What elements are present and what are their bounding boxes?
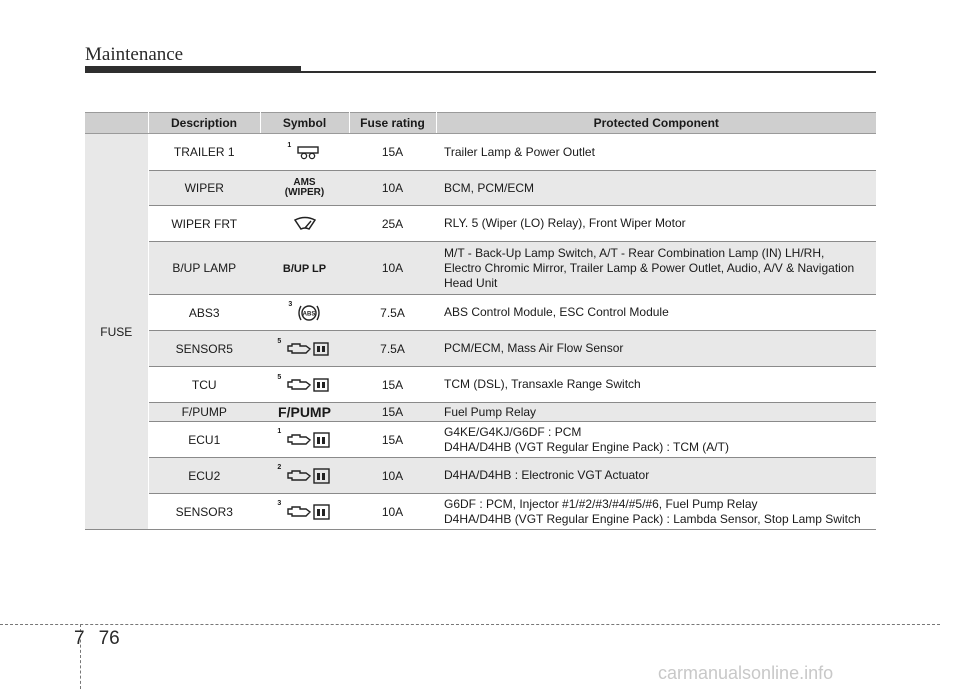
component-line: ABS Control Module, ESC Control Module (444, 305, 669, 319)
component-line: BCM, PCM/ECM (444, 180, 534, 195)
table-row (85, 242, 876, 295)
header-bar (85, 66, 301, 73)
description-cell: WIPER FRT (148, 206, 260, 242)
header-symbol: Symbol (260, 113, 349, 134)
component-cell (436, 242, 876, 295)
trailer-icon (296, 144, 322, 160)
component-cell (436, 458, 876, 494)
footer-dashed-rule (0, 624, 940, 625)
backup-lamp-text: B/UP LP (282, 263, 327, 275)
symbol-cell (260, 206, 349, 242)
abs-icon (297, 303, 321, 323)
page-number-value: 76 (98, 628, 120, 649)
table-row (85, 295, 876, 331)
header-fuse-rating: Fuse rating (349, 113, 436, 134)
rating-cell: 10A (349, 171, 436, 206)
symbol-superscript: 2 (277, 463, 282, 471)
rating-cell: 25A (349, 206, 436, 242)
component-line: Fuel Pump Relay (444, 404, 537, 419)
rating-cell: 10A (349, 458, 436, 494)
symbol-cell (260, 171, 349, 206)
symbol-superscript: 5 (277, 373, 282, 381)
symbol-cell (260, 422, 349, 458)
symbol-line: AMS (293, 177, 316, 188)
description-cell: SENSOR3 (148, 494, 260, 530)
component-line: TCM (DSL), Transaxle Range Switch (444, 377, 641, 391)
component-line: D4HA/D4HB (VGT Regular Engine Pack) : Lambda Sensor, Stop Lamp Switch (444, 511, 861, 526)
table-row (85, 367, 876, 403)
category-cell: FUSE (85, 134, 148, 530)
component-cell (436, 403, 876, 422)
table-row (85, 171, 876, 206)
component-cell (436, 367, 876, 403)
symbol-cell (260, 242, 349, 295)
header-rule (301, 71, 876, 73)
rating-cell: 15A (349, 422, 436, 458)
ams-wiper-text (285, 178, 324, 198)
page-number (74, 628, 120, 650)
description-cell: TRAILER 1 (148, 134, 260, 171)
rating-cell: 15A (349, 403, 436, 422)
symbol-cell (260, 295, 349, 331)
symbol-superscript: 1 (287, 142, 292, 149)
component-cell (436, 331, 876, 367)
component-cell (436, 206, 876, 242)
component-line: M/T - Back-Up Lamp Switch, A/T - Rear Combination Lamp (IN) LH/RH, (444, 245, 825, 260)
table-row (85, 494, 876, 530)
symbol-superscript: 3 (288, 300, 293, 308)
engine-sensor-icon (286, 340, 332, 358)
component-cell (436, 422, 876, 458)
header-blank (85, 113, 148, 134)
chapter-number: 7 (74, 628, 85, 649)
rating-cell: 7.5A (349, 295, 436, 331)
rating-cell: 15A (349, 134, 436, 171)
section-title: Maintenance (85, 44, 184, 65)
front-wiper-icon (292, 216, 318, 232)
symbol-superscript: 3 (277, 499, 282, 507)
component-line: D4HA/D4HB : Electronic VGT Actuator (444, 468, 650, 482)
component-line: PCM/ECM, Mass Air Flow Sensor (444, 341, 624, 355)
table-row (85, 422, 876, 458)
component-line: Head Unit (444, 275, 498, 290)
fuel-pump-text: F/PUMP (278, 404, 331, 420)
table-row (85, 403, 876, 422)
rating-cell: 15A (349, 367, 436, 403)
description-cell: ABS3 (148, 295, 260, 331)
component-line: Trailer Lamp & Power Outlet (444, 144, 595, 159)
symbol-cell (260, 134, 349, 171)
table-row (85, 458, 876, 494)
engine-ecu-icon (286, 466, 332, 486)
symbol-line: (WIPER) (284, 187, 325, 198)
abs-label: ABS (302, 311, 315, 317)
description-cell: B/UP LAMP (148, 242, 260, 295)
description-cell: TCU (148, 367, 260, 403)
header-protected-component: Protected Component (436, 113, 876, 134)
symbol-superscript: 5 (277, 337, 282, 345)
engine-ecu-icon (286, 430, 332, 450)
rating-cell: 10A (349, 494, 436, 530)
symbol-cell (260, 331, 349, 367)
fuse-table (85, 112, 876, 530)
rating-cell: 10A (349, 242, 436, 295)
symbol-cell (260, 494, 349, 530)
table-header-row (85, 113, 876, 134)
component-cell (436, 134, 876, 171)
description-cell: WIPER (148, 171, 260, 206)
engine-ecu-icon (286, 502, 332, 522)
symbol-cell (260, 367, 349, 403)
table-row (85, 134, 876, 171)
header-description: Description (148, 113, 260, 134)
symbol-cell (260, 458, 349, 494)
component-line: Electro Chromic Mirror, Trailer Lamp & Power Outlet, Audio, A/V & Navigation (444, 260, 855, 275)
symbol-superscript: 1 (277, 427, 282, 435)
table-row (85, 206, 876, 242)
watermark: carmanualsonline.info (658, 663, 834, 683)
component-cell (436, 295, 876, 331)
rating-cell: 7.5A (349, 331, 436, 367)
component-line: G6DF : PCM, Injector #1/#2/#3/#4/#5/#6, Fuel Pump Relay (444, 496, 758, 511)
component-cell (436, 494, 876, 530)
description-cell: F/PUMP (148, 403, 260, 422)
description-cell: ECU2 (148, 458, 260, 494)
description-cell: SENSOR5 (148, 331, 260, 367)
component-line: G4KE/G4KJ/G6DF : PCM (444, 424, 582, 439)
table-row (85, 331, 876, 367)
component-line: RLY. 5 (Wiper (LO) Relay), Front Wiper Motor (444, 216, 686, 230)
symbol-cell (260, 403, 349, 422)
description-cell: ECU1 (148, 422, 260, 458)
component-line: D4HA/D4HB (VGT Regular Engine Pack) : TCM (A/T) (444, 439, 729, 454)
component-cell (436, 171, 876, 206)
engine-sensor-icon (286, 376, 332, 394)
